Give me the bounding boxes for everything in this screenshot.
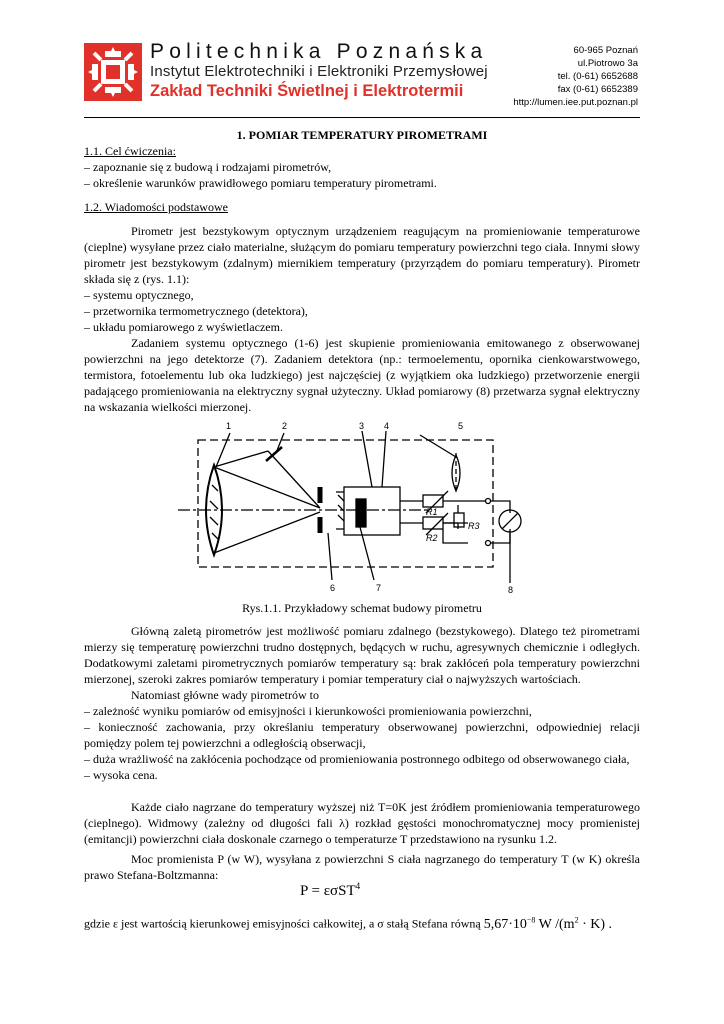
institute-name: Instytut Elektrotechniki i Elektroniki Przemysłowej (150, 63, 488, 80)
diagram-label: 2 (282, 421, 288, 431)
paragraph: Pirometr jest bezstykowym optycznym urządzeniem reagującym na promieniowanie temperaturowe (cieplne) wysyłane przez ciało materialne, służącym do pomiaru temperatury powierzchni tego ciała. Innymi słowy pirometr jest bezstykowym (zdalnym) miernikiem temperatury (przyrządem do pomiaru temperatury). Pirometr składa się z (rys. 1.1): (84, 224, 640, 286)
section-heading-goal: 1.1. Cel ćwiczenia: (84, 144, 176, 158)
list-item: – przetwornika termometrycznego (detektora), (84, 304, 308, 318)
paragraph: Główną zaletą pirometrów jest możliwość pomiaru zdalnego (bezstykowego). Dlatego też pirometrami mierzy się temperaturę powierzchni trudno dostępnych, będących w ruchu, agresywnych chemicznie i odległych. Dodatkowymi zaletami pirometrycznych pomiarów temperatury są: brak zakłóceń pola temperatury powierzchni mierzonej, szeroki zakres pomiarów temperatury i pomiar temperatury ciał o najwyższych wartościach. (84, 624, 640, 686)
address-line: tel. (0-61) 6652688 (557, 71, 638, 82)
diagram-label: 4 (384, 421, 390, 431)
pyrometer-diagram (158, 405, 578, 597)
list-item: – wysoka cena. (84, 768, 158, 782)
website-link[interactable]: http://lumen.iee.put.poznan.pl (513, 97, 638, 108)
stefan-boltzmann-formula (300, 881, 360, 900)
list-item: – układu pomiarowego z wyświetlaczem. (84, 320, 283, 334)
constant-unit: W /(m (535, 916, 575, 932)
address-line: fax (0-61) 6652389 (557, 84, 638, 95)
list-item: – duża wrażliwość na zakłócenia pochodzące od promieniowania postronnego odbitego od obserwowanego ciała, (84, 752, 630, 766)
diagram-label: 6 (330, 583, 336, 593)
constant-unit-end: · K) . (578, 916, 612, 932)
section-heading-basics: 1.2. Wiadomości podstawowe (84, 200, 228, 214)
constant-value: 5,67·10 (483, 916, 527, 932)
header-divider (84, 117, 640, 118)
diagram-label: 1 (226, 421, 232, 431)
diagram-label: 8 (508, 585, 514, 595)
address-line: ul.Piotrowo 3a (577, 58, 638, 69)
constant-text: gdzie ε jest wartością kierunkowej emisyjności całkowitej, a σ stałą Stefana równą (84, 916, 481, 931)
university-logo (84, 43, 142, 101)
constant-exponent: −8 (526, 915, 536, 924)
department-name: Zakład Techniki Świetlnej i Elektrotermii (150, 82, 464, 100)
diagram-label: 3 (359, 421, 365, 431)
constant-line (84, 915, 612, 933)
list-item: – zależność wyniku pomiarów od emisyjności i kierunkowości promieniowania powierzchni, (84, 704, 532, 718)
formula-exponent: 4 (355, 881, 361, 891)
paragraph: Natomiast główne wady pirometrów to (131, 688, 319, 702)
unit-exponent: 2 (574, 915, 579, 924)
list-item: – systemu optycznego, (84, 288, 194, 302)
page-title: 1. POMIAR TEMPERATURY PIROMETRAMI (236, 128, 488, 142)
list-item: – określenie warunków prawidłowego pomiaru temperatury pirometrami. (84, 176, 437, 190)
diagram-label: 7 (376, 583, 382, 593)
diagram-label: 5 (458, 421, 464, 431)
formula-body: P = εσST (300, 883, 356, 899)
paragraph: Zadaniem systemu optycznego (1-6) jest skupienie promieniowania emitowanego z obserwowanej powierzchni na jego detektorze (7). Zadaniem detektora (np.: termoelementu, opornika cienkowarstwowego, termistora, fotoelementu lub oka ludzkiego) jest najczęściej (z wyjątkiem oka ludzkiego) przetworzenie energii padającego promieniowania na elektryczny sygnał użyteczny. Układ pomiarowy (8) przetwarza sygnał elektryczny na wskazania wielkości mierzonej. (84, 336, 640, 414)
list-item: – zapoznanie się z budową i rodzajami pirometrów, (84, 160, 332, 174)
resistor-label: R1 (426, 507, 438, 517)
paragraph: Moc promienista P (w W), wysyłana z powierzchni S ciała nagrzanego do temperatury T (w K) określa prawo Stefana-Boltzmanna: (84, 852, 640, 882)
list-item: – konieczność zachowania, przy określaniu temperatury obserwowanej powierzchni, odpowiedniej relacji pomiędzy polem tej powierzchni a odległością obserwacji, (84, 720, 640, 750)
paragraph: Każde ciało nagrzane do temperatury wyższej niż T=0K jest źródłem promieniowania temperaturowego (cieplnego). Widmowy (zależny od długości fali λ) rozkład gęstości monochromatycznej mocy promienistej (emitancji) powierzchni ciała doskonale czarnego o temperaturze T przedstawiono na rysunku 1.2. (84, 800, 640, 846)
university-name: Politechnika Poznańska (150, 40, 488, 63)
stefan-constant (484, 917, 612, 932)
resistor-label: R3 (468, 521, 480, 531)
figure-caption: Rys.1.1. Przykładowy schemat budowy pirometru (242, 601, 482, 615)
address-block (513, 44, 638, 109)
diagram-svg (158, 405, 578, 597)
resistor-label: R2 (426, 533, 438, 543)
address-line: 60-965 Poznań (573, 45, 638, 56)
